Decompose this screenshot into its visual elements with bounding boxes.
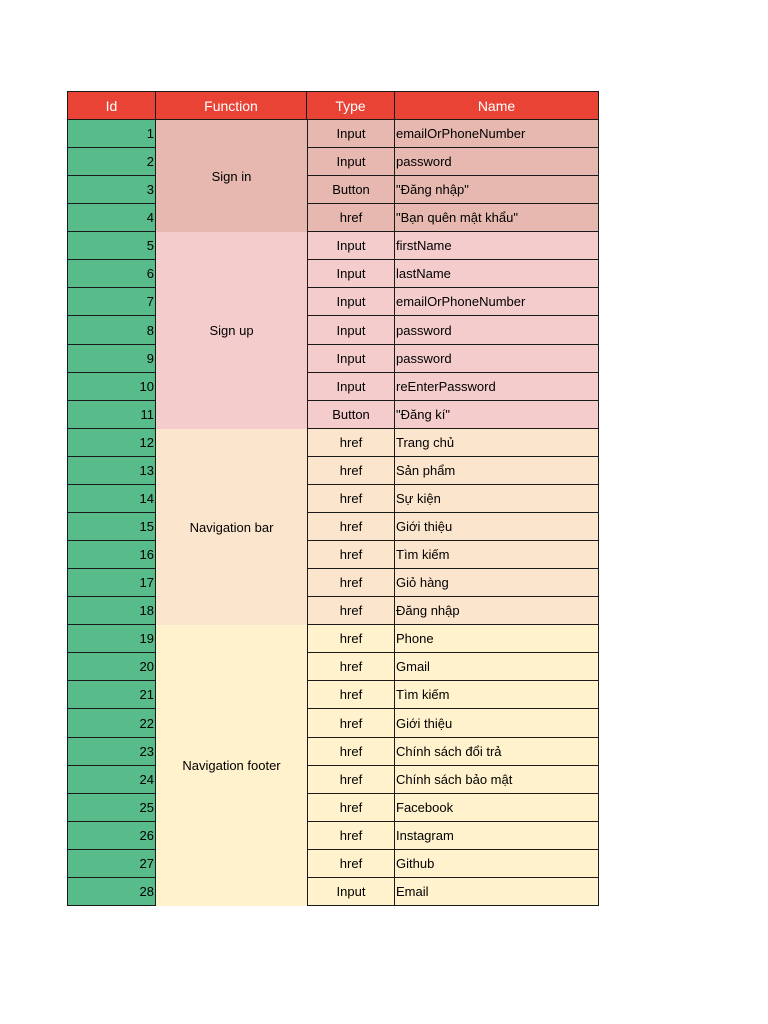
id-cell[interactable]: 1 bbox=[67, 120, 156, 148]
type-cell[interactable]: Input bbox=[307, 120, 395, 148]
header-id[interactable]: Id bbox=[67, 91, 156, 120]
name-cell[interactable]: Đăng nhập bbox=[395, 597, 599, 625]
name-cell[interactable]: password bbox=[395, 345, 599, 373]
name-cell[interactable]: reEnterPassword bbox=[395, 373, 599, 401]
id-cell[interactable]: 3 bbox=[67, 176, 156, 204]
id-cell[interactable]: 25 bbox=[67, 794, 156, 822]
id-cell[interactable]: 13 bbox=[67, 457, 156, 485]
name-cell[interactable]: Facebook bbox=[395, 794, 599, 822]
name-cell[interactable]: Instagram bbox=[395, 822, 599, 850]
type-cell[interactable]: Input bbox=[307, 345, 395, 373]
id-cell[interactable]: 28 bbox=[67, 878, 156, 906]
type-cell[interactable]: href bbox=[307, 625, 395, 653]
header-name[interactable]: Name bbox=[395, 91, 599, 120]
id-cell[interactable]: 10 bbox=[67, 373, 156, 401]
type-cell[interactable]: href bbox=[307, 709, 395, 738]
name-cell[interactable]: Phone bbox=[395, 625, 599, 653]
type-cell[interactable]: href bbox=[307, 569, 395, 597]
name-cell[interactable]: emailOrPhoneNumber bbox=[395, 120, 599, 148]
id-cell[interactable]: 12 bbox=[67, 429, 156, 457]
type-cell[interactable]: href bbox=[307, 766, 395, 794]
type-cell[interactable]: href bbox=[307, 681, 395, 709]
id-cell[interactable]: 20 bbox=[67, 653, 156, 681]
name-cell[interactable]: Sản phẩm bbox=[395, 457, 599, 485]
type-cell[interactable]: Input bbox=[307, 878, 395, 906]
type-cell[interactable]: href bbox=[307, 794, 395, 822]
type-cell[interactable]: href bbox=[307, 653, 395, 681]
name-cell[interactable]: "Đăng nhập" bbox=[395, 176, 599, 204]
name-cell[interactable]: Chính sách đổi trả bbox=[395, 738, 599, 766]
name-cell[interactable]: lastName bbox=[395, 260, 599, 288]
id-cell[interactable]: 24 bbox=[67, 766, 156, 794]
id-cell[interactable]: 6 bbox=[67, 260, 156, 288]
name-cell[interactable]: password bbox=[395, 316, 599, 345]
id-cell[interactable]: 8 bbox=[67, 316, 156, 345]
name-cell[interactable]: Giới thiệu bbox=[395, 513, 599, 541]
type-cell[interactable]: href bbox=[307, 850, 395, 878]
id-cell[interactable]: 19 bbox=[67, 625, 156, 653]
type-cell[interactable]: href bbox=[307, 513, 395, 541]
type-cell[interactable]: Input bbox=[307, 232, 395, 260]
type-cell[interactable]: Input bbox=[307, 288, 395, 316]
function-group-cell[interactable]: Sign in bbox=[156, 120, 307, 232]
type-cell[interactable]: href bbox=[307, 429, 395, 457]
id-cell[interactable]: 23 bbox=[67, 738, 156, 766]
type-cell[interactable]: Input bbox=[307, 316, 395, 345]
type-cell[interactable]: href bbox=[307, 204, 395, 232]
id-cell[interactable]: 26 bbox=[67, 822, 156, 850]
id-cell[interactable]: 14 bbox=[67, 485, 156, 513]
function-group-cell[interactable]: Sign up bbox=[156, 232, 307, 429]
name-cell[interactable]: Giỏ hàng bbox=[395, 569, 599, 597]
id-cell[interactable]: 9 bbox=[67, 345, 156, 373]
type-cell[interactable]: href bbox=[307, 597, 395, 625]
type-cell[interactable]: Input bbox=[307, 373, 395, 401]
id-cell[interactable]: 18 bbox=[67, 597, 156, 625]
name-cell[interactable]: Giới thiệu bbox=[395, 709, 599, 738]
id-cell[interactable]: 22 bbox=[67, 709, 156, 738]
name-cell[interactable]: Github bbox=[395, 850, 599, 878]
type-cell[interactable]: Button bbox=[307, 176, 395, 204]
id-cell[interactable]: 21 bbox=[67, 681, 156, 709]
id-cell[interactable]: 7 bbox=[67, 288, 156, 316]
header-type[interactable]: Type bbox=[307, 91, 395, 120]
name-cell[interactable]: Chính sách bảo mật bbox=[395, 766, 599, 794]
header-function[interactable]: Function bbox=[156, 91, 307, 120]
type-cell[interactable]: href bbox=[307, 457, 395, 485]
name-cell[interactable]: "Bạn quên mật khẩu" bbox=[395, 204, 599, 232]
name-cell[interactable]: firstName bbox=[395, 232, 599, 260]
name-cell[interactable]: Tìm kiếm bbox=[395, 541, 599, 569]
id-cell[interactable]: 4 bbox=[67, 204, 156, 232]
id-cell[interactable]: 5 bbox=[67, 232, 156, 260]
name-cell[interactable]: password bbox=[395, 148, 599, 176]
type-cell[interactable]: Input bbox=[307, 260, 395, 288]
function-group-cell[interactable]: Navigation bar bbox=[156, 429, 307, 625]
name-cell[interactable]: Email bbox=[395, 878, 599, 906]
type-cell[interactable]: href bbox=[307, 541, 395, 569]
type-cell[interactable]: href bbox=[307, 738, 395, 766]
name-cell[interactable]: Gmail bbox=[395, 653, 599, 681]
id-cell[interactable]: 15 bbox=[67, 513, 156, 541]
type-cell[interactable]: href bbox=[307, 822, 395, 850]
id-cell[interactable]: 11 bbox=[67, 401, 156, 429]
name-cell[interactable]: Tìm kiếm bbox=[395, 681, 599, 709]
type-cell[interactable]: Button bbox=[307, 401, 395, 429]
id-cell[interactable]: 27 bbox=[67, 850, 156, 878]
id-cell[interactable]: 16 bbox=[67, 541, 156, 569]
id-cell[interactable]: 2 bbox=[67, 148, 156, 176]
name-cell[interactable]: emailOrPhoneNumber bbox=[395, 288, 599, 316]
id-cell[interactable]: 17 bbox=[67, 569, 156, 597]
name-cell[interactable]: Sự kiện bbox=[395, 485, 599, 513]
function-group-cell[interactable]: Navigation footer bbox=[156, 625, 307, 906]
name-cell[interactable]: Trang chủ bbox=[395, 429, 599, 457]
type-cell[interactable]: href bbox=[307, 485, 395, 513]
name-cell[interactable]: "Đăng kí" bbox=[395, 401, 599, 429]
type-cell[interactable]: Input bbox=[307, 148, 395, 176]
